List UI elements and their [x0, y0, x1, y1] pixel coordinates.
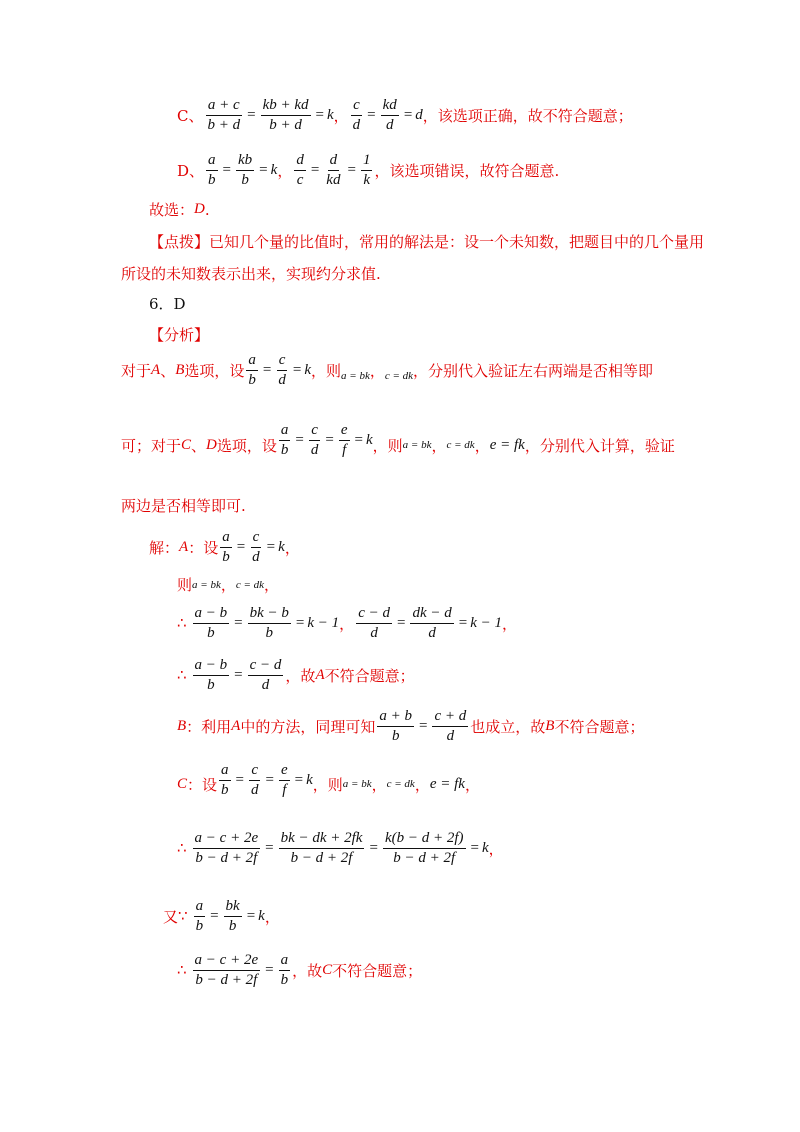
- solution-c-step-2: ∴ $\frac{a - c + 2e}{b - d + 2f}$ = $\frac{bk - dk + 2fk}{b - d + 2f}$ = $\frac{k(b - d + 2f)}{b - d + 2f}$ = k ，: [177, 829, 504, 866]
- formula: $\frac{a}{b}$ = $\frac{kb}{b}$ = k: [208, 151, 278, 188]
- tip-line-2: 所设的未知数表示出来，实现约分求值.: [121, 265, 381, 283]
- option-d-label: D、: [177, 161, 205, 180]
- formula: $\frac{a}{b}$ = $\frac{c}{d}$ = k: [222, 528, 285, 565]
- formula: $\frac{a - b}{b}$ = $\frac{bk - b}{b}$ = k − 1: [194, 604, 340, 641]
- analysis-tag: 【分析】: [149, 326, 210, 344]
- option-c-text: ，该选项正确，故不符合题意；: [422, 106, 633, 125]
- solution-c-step-3: 又 ∵ $\frac{a}{b}$ = $\frac{bk}{b}$ = k ，: [163, 897, 280, 934]
- line-option-d: D、 $\frac{a}{b}$ = $\frac{kb}{b}$ = k ， $\frac{d}{c}$ = $\frac{d}{kd}$ = $\frac{1}{k}$ ，该选项错误，故符合题意.: [177, 151, 560, 188]
- formula: $\frac{a}{b}$ = $\frac{c}{d}$ = $\frac{e}{f}$ = k: [221, 761, 313, 798]
- formula: $\frac{a}{b}$ = $\frac{c}{d}$ = $\frac{e}{f}$ = k: [280, 421, 373, 458]
- answer-line: 故选： D .: [149, 200, 210, 219]
- formula: $\frac{c - d}{d}$ = $\frac{dk - d}{d}$ = k − 1: [358, 604, 502, 641]
- because-symbol: ∵: [178, 907, 188, 925]
- solution-a-line: 解： A ：设 $\frac{a}{b}$ = $\frac{c}{d}$ = k ，: [149, 528, 300, 565]
- formula: $\frac{a - c + 2e}{b - d + 2f}$ = $\frac{bk - dk + 2fk}{b - d + 2f}$ = $\frac{k(b - d + 2f)}{b - d + 2f}$ = k: [194, 829, 489, 866]
- analysis-line-1: 对于 A 、 B 选项，设 $\frac{a}{b}$ = $\frac{c}{d}$ = k ，则 a = bk ， c = dk ，分别代入验证左右两端是否相等即: [121, 351, 654, 388]
- therefore-symbol: ∴: [177, 666, 187, 684]
- formula: $\frac{c}{d}$ = $\frac{kd}{d}$ = d: [352, 96, 423, 133]
- tip-tag: 【点拨】: [149, 233, 210, 251]
- formula: $\frac{a}{b}$ = $\frac{c}{d}$ = k: [248, 351, 311, 388]
- solution-b-line: B ：利用 A 中的方法，同理可知 $\frac{a + b}{b}$ = $\frac{c + d}{d}$ 也成立，故 B 不符合题意；: [177, 707, 645, 744]
- question-number: 6．D: [149, 295, 186, 313]
- formula: $\frac{a - c + 2e}{b - d + 2f}$ = $\frac{a}{b}$: [194, 951, 289, 988]
- formula: $\frac{a + c}{b + d}$ = $\frac{kb + kd}{b + d}$ = k: [207, 96, 334, 133]
- formula: $\frac{a + b}{b}$ = $\frac{c + d}{d}$: [379, 707, 467, 744]
- analysis-line-2: 可；对于 C 、 D 选项，设 $\frac{a}{b}$ = $\frac{c}{d}$ = $\frac{e}{f}$ = k ，则 a = bk ， c = dk ， e = fk ，分别代入计算，验证: [121, 421, 675, 458]
- solution-then-line: 则 a = bk ， c = dk ，: [177, 576, 280, 594]
- therefore-symbol: ∴: [177, 614, 187, 632]
- solution-c-line: C ：设 $\frac{a}{b}$ = $\frac{c}{d}$ = $\frac{e}{f}$ = k ，则 a = bk ， c = dk ， e = fk ，: [177, 761, 480, 798]
- solution-step-4: ∴ $\frac{a - b}{b}$ = $\frac{c - d}{d}$ ，故 A 不符合题意；: [177, 656, 415, 693]
- option-c-label: C、: [177, 106, 204, 125]
- analysis-line-3: 两边是否相等即可.: [121, 497, 246, 515]
- formula: $\frac{a}{b}$ = $\frac{bk}{b}$ = k: [195, 897, 265, 934]
- formula: $\frac{d}{c}$ = $\frac{d}{kd}$ = $\frac{1}{k}$: [296, 151, 371, 188]
- formula: $\frac{a - b}{b}$ = $\frac{c - d}{d}$: [194, 656, 282, 693]
- tip-line-1: 【点拨】 已知几个量的比值时，常用的解法是：设一个未知数，把题目中的几个量用: [149, 233, 705, 251]
- line-option-c: C、 $\frac{a + c}{b + d}$ = $\frac{kb + kd}{b + d}$ = k ， $\frac{c}{d}$ = $\frac{kd}{d}$ = d ，该选项正确，故不符合题意；: [177, 96, 633, 133]
- therefore-symbol: ∴: [177, 961, 187, 979]
- option-d-text: ，该选项错误，故符合题意.: [374, 161, 560, 180]
- solution-c-step-4: ∴ $\frac{a - c + 2e}{b - d + 2f}$ = $\frac{a}{b}$ ，故 C 不符合题意；: [177, 951, 423, 988]
- solution-step-3: ∴ $\frac{a - b}{b}$ = $\frac{bk - b}{b}$ = k − 1 ， $\frac{c - d}{d}$ = $\frac{dk - d}{d}$ = k − 1 ，: [177, 604, 517, 641]
- therefore-symbol: ∴: [177, 839, 187, 857]
